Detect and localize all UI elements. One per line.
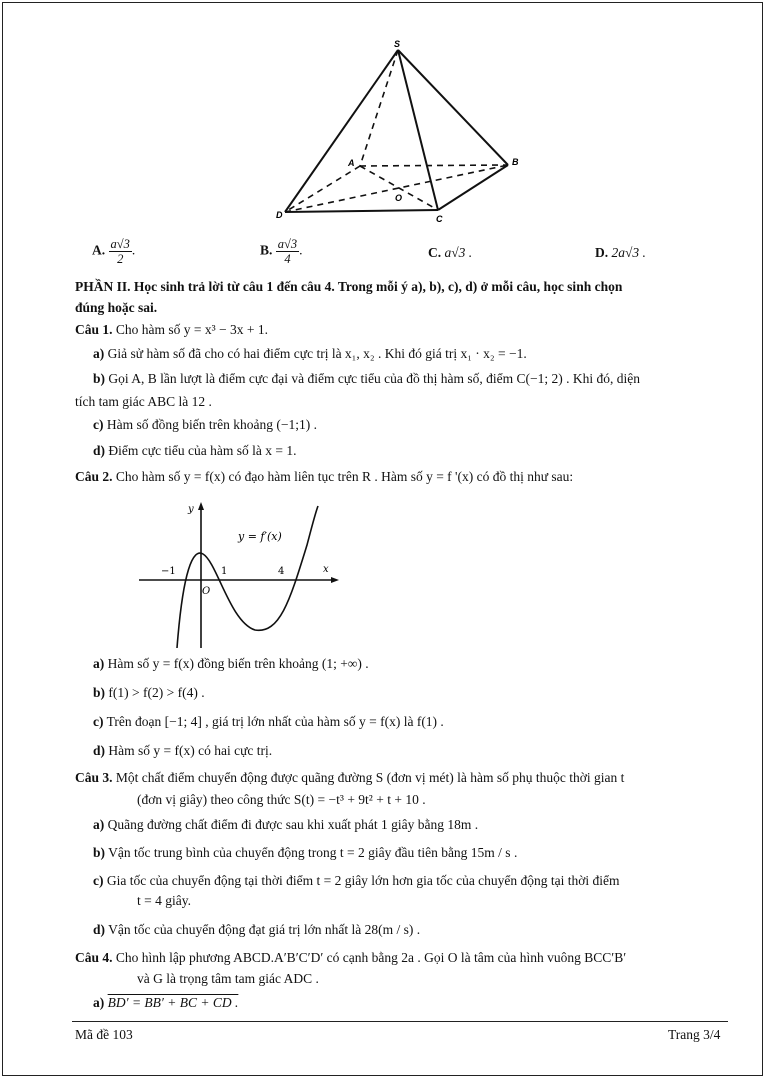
q4-stem: Câu 4. Cho hình lập phương ABCD.A′B′C′D′ có cạnh bằng 2a . Gọi O là tâm của hình vuông BCC′B′ (75, 950, 627, 965)
derivative-graph (135, 500, 340, 650)
part2-heading-2: đúng hoặc sai. (75, 300, 158, 315)
graph-x-label: x (323, 564, 329, 575)
q3-d: d) Vận tốc của chuyển động đạt giá trị lớn nhất là 28(m / s) . (93, 922, 421, 937)
answer-c: C. a√3 . (428, 245, 473, 260)
graph-func-label: y = f′(x) (238, 530, 282, 543)
graph-tick-1: 1 (221, 566, 228, 577)
q1-d: d) Điểm cực tiểu của hàm số là x = 1. (93, 443, 297, 458)
q3-stem-cont: (đơn vị giây) theo công thức S(t) = −t³ + 9t² + t + 10 . (137, 792, 426, 807)
q1-b: b) Gọi A, B lần lượt là điểm cực đại và điểm cực tiểu của đồ thị hàm số, điểm C(−1; 2) . Khi đó, diện (93, 371, 640, 386)
label-B: B (512, 157, 519, 167)
q4-a: a) BD′ = BB′ + BC + CD . (93, 995, 239, 1010)
q1-c: c) Hàm số đồng biến trên khoảng (−1;1) . (93, 417, 317, 432)
q3-c-cont: t = 4 giây. (137, 893, 191, 908)
graph-tick-neg1: −1 (161, 566, 176, 577)
graph-tick-4: 4 (278, 566, 285, 577)
footer-divider (72, 1021, 728, 1022)
q2-stem: Câu 2. Cho hàm số y = f(x) có đạo hàm liên tục trên R . Hàm số y = f '(x) có đồ thị như sau: (75, 469, 574, 484)
q1-a: a) Giả sử hàm số đã cho có hai điểm cực trị là x₁, x₂ . Khi đó giá trị x₁ · x₂ = −1. (93, 346, 527, 361)
answer-key: B. (260, 242, 273, 258)
q3-stem: Câu 3. Một chất điểm chuyển động được quãng đường S (đơn vị mét) là hàm số phụ thuộc thời gian t (75, 770, 625, 785)
answer-b: B. $\frac{a√3}{4}$ . (260, 237, 303, 266)
q1-stem: Câu 1. Cho hàm số y = x³ − 3x + 1. (75, 322, 269, 337)
answer-key: A. (92, 242, 106, 258)
fraction: $\frac{a√3}{2}$ (110, 237, 130, 266)
q1-b-cont: tích tam giác ABC là 12 . (75, 394, 212, 409)
q3-a: a) Quãng đường chất điểm đi được sau khi xuất phát 1 giây bằng 18m . (93, 817, 479, 832)
q2-b: b) f(1) > f(2) > f(4) . (93, 685, 205, 700)
q3-c: c) Gia tốc của chuyển động tại thời điểm t = 2 giây lớn hơn gia tốc của chuyển động tại thời điểm (93, 873, 620, 888)
graph-origin: O (202, 586, 211, 597)
answer-d: D. 2a√3 . (595, 245, 646, 260)
label-S: S (394, 39, 401, 49)
pyramid-figure (270, 35, 530, 230)
answer-a: A. $\frac{a√3}{2}$ . (92, 237, 136, 266)
label-O: O (395, 193, 403, 203)
q4-stem-cont: và G là trọng tâm tam giác ADC . (137, 971, 319, 986)
q2-c: c) Trên đoạn [−1; 4] , giá trị lớn nhất của hàm số y = f(x) là f(1) . (93, 714, 444, 729)
q2-d: d) Hàm số y = f(x) có hai cực trị. (93, 743, 273, 758)
footer-page-number: Trang 3/4 (668, 1027, 721, 1042)
label-C: C (436, 214, 443, 224)
q2-a: a) Hàm số y = f(x) đồng biến trên khoảng (1; +∞) . (93, 656, 369, 671)
graph-y-label: y (188, 504, 194, 515)
footer-exam-code: Mã đề 103 (75, 1027, 133, 1042)
label-D: D (276, 210, 283, 220)
part2-heading: PHẦN II. Học sinh trả lời từ câu 1 đến câu 4. Trong mỗi ý a), b), c), d) ở mỗi câu, học sinh chọn (75, 279, 623, 294)
label-A: A (348, 158, 355, 168)
q3-b: b) Vận tốc trung bình của chuyển động trong t = 2 giây đầu tiên bằng 15m / s . (93, 845, 518, 860)
fraction: $\frac{a√3}{4}$ (277, 237, 298, 266)
